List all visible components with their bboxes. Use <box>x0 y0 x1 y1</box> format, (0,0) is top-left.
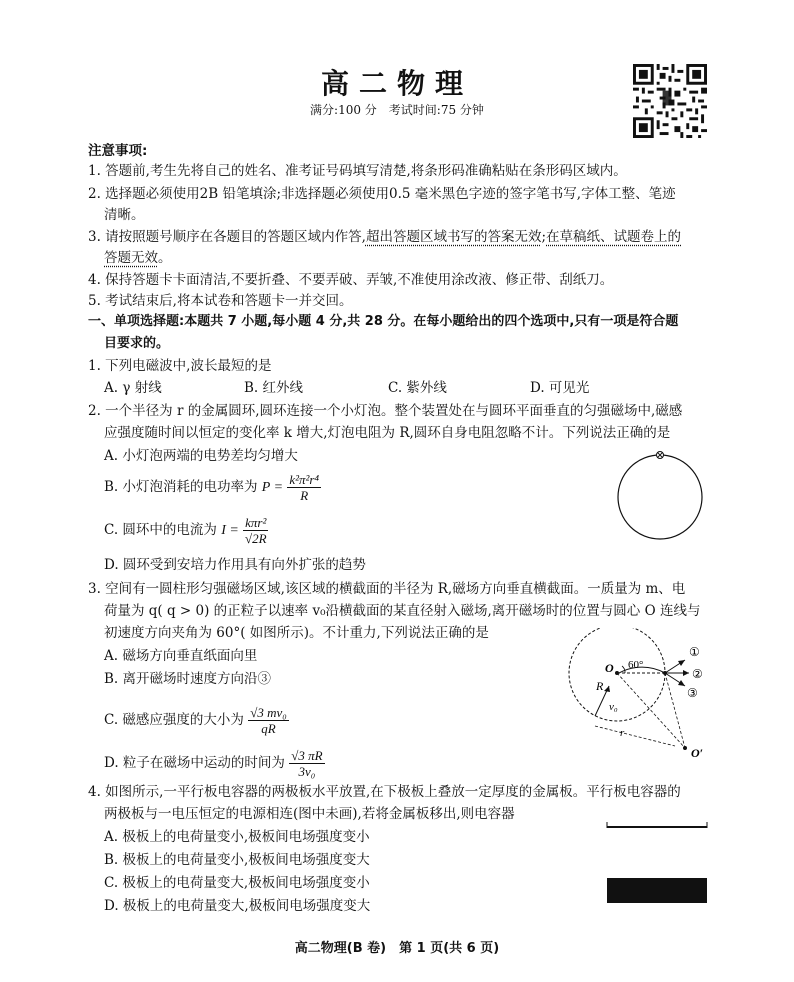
q1-option-a: A. γ 射线 <box>104 380 162 396</box>
lower-plate <box>607 900 707 903</box>
q3-stem-3: 初速度方向夹角为 60°( 如图所示)。不计重力,下列说法正确的是 <box>104 625 489 641</box>
q1-option-c: C. 紫外线 <box>388 380 447 396</box>
note-1: 1. 答题前,考生先将自己的姓名、准考证号码填写清楚,将条形码准确粘贴在条形码区域内。 <box>88 163 627 179</box>
q2-option-b-label: B. 小灯泡消耗的电功率为 <box>104 479 262 495</box>
q2-option-c-numerator: kπr² <box>245 515 267 530</box>
q1-option-b: B. 红外线 <box>244 380 304 396</box>
section-heading: 一、单项选择题:本题共 7 小题,每小题 4 分,共 28 分。在每小题给出的四个选项中,只有一项是符合题 <box>88 314 679 329</box>
q3-option-d-label: D. 粒子在磁场中运动的时间为 <box>104 755 285 771</box>
upper-plate <box>607 826 707 828</box>
note-3-part-1: 3. 请按照题号顺序在各题目的答题区域内作答, <box>88 229 366 245</box>
q3-option-c-denominator: qR <box>261 721 276 736</box>
section-heading-cont: 目要求的。 <box>104 336 170 351</box>
q2-option-b <box>104 472 321 503</box>
q2-option-c-label: C. 圆环中的电流为 <box>104 522 222 538</box>
q3-option-b: B. 离开磁场时速度方向沿③ <box>104 671 272 687</box>
note-3-emphasis-3: 答题无效 <box>104 250 158 266</box>
label-angle: 60° <box>628 659 644 671</box>
q4-stem-2: 两极板与一电压恒定的电源相连(图中未画),若将金属板移出,则电容器 <box>104 806 515 822</box>
note-3-cont <box>104 249 172 267</box>
notes-heading: 注意事项: <box>88 143 148 159</box>
q2-option-b-denominator: R <box>300 488 309 503</box>
q2-option-c-fraction <box>243 515 268 546</box>
q4-option-a: A. 极板上的电荷量变小,极板间电场强度变小 <box>104 829 370 845</box>
note-2-cont: 清晰。 <box>104 207 145 223</box>
label-r-small: r <box>620 727 625 739</box>
q1-stem: 1. 下列电磁波中,波长最短的是 <box>88 358 272 374</box>
q2-option-d: D. 圆环受到安培力作用具有向外扩张的趋势 <box>104 557 366 573</box>
note-4: 4. 保持答题卡卡面清洁,不要折叠、不要弄破、弄皱,不准使用涂改液、修正带、刮纸刀。 <box>88 272 614 288</box>
label-v0: v₀ <box>609 701 618 713</box>
q3-option-c-label: C. 磁感应强度的大小为 <box>104 712 244 728</box>
label-r-big: R <box>596 679 604 693</box>
q3-stem-2: 荷量为 q( q > 0) 的正粒子以速率 v₀沿横截面的某直径射入磁场,离开磁场时的位置与圆心 O 连线与 <box>104 603 701 619</box>
label-direction-3: ③ <box>687 686 698 700</box>
q4-capacitor-figure <box>605 822 710 914</box>
label-o-prime: O′ <box>691 746 704 760</box>
metal-slab <box>607 878 707 900</box>
q2-option-c <box>104 515 268 546</box>
q2-option-b-numerator: k²π²r⁴ <box>289 472 319 487</box>
q2-option-a: A. 小灯泡两端的电势差均匀增大 <box>104 448 298 464</box>
note-5: 5. 考试结束后,将本试卷和答题卡一并交回。 <box>88 293 353 309</box>
exam-info: 满分:100 分 考试时间:75 分钟 <box>310 103 484 117</box>
q4-stem-1: 4. 如图所示,一平行板电容器的两极板水平放置,在下极板上叠放一定厚度的金属板。平行板电容器的 <box>88 784 681 800</box>
q2-option-c-lhs: I = <box>221 523 239 538</box>
q3-option-d-fraction <box>289 748 324 779</box>
label-o: O <box>605 661 614 675</box>
note-3-end: 。 <box>158 250 172 266</box>
q3-option-c-fraction <box>248 705 289 736</box>
note-3-emphasis-1: 超出答题区域书写的答案无效 <box>365 229 542 245</box>
q2-stem-1: 2. 一个半径为 r 的金属圆环,圆环连接一个小灯泡。整个装置处在与圆环平面垂直的匀强磁场中,磁感 <box>88 403 683 419</box>
q1-option-d: D. 可见光 <box>530 380 590 396</box>
note-3 <box>88 228 681 246</box>
q4-option-c: C. 极板上的电荷量变大,极板间电场强度变小 <box>104 875 370 891</box>
q3-option-d-numerator: √3 πR <box>291 748 323 763</box>
q3-magnetic-field-figure <box>565 628 715 768</box>
q2-option-b-lhs: P = <box>261 480 284 495</box>
q3-option-a: A. 磁场方向垂直纸面向里 <box>104 648 258 664</box>
q3-option-d-denominator: 3v₀ <box>298 764 316 779</box>
q3-stem-1: 3. 空间有一圆柱形匀强磁场区域,该区域的横截面的半径为 R,磁场方向垂直横截面。一质量为 m、电 <box>88 581 686 597</box>
page-footer: 高二物理(B 卷) 第 1 页(共 6 页) <box>294 941 500 956</box>
q2-option-b-fraction <box>287 472 321 503</box>
q3-option-c-numerator: √3 mv₀ <box>250 705 287 720</box>
note-2: 2. 选择题必须使用2B 铅笔填涂;非选择题必须使用0.5 毫米黑色字迹的签字笔书写,字体工整、笔迹 <box>88 186 676 202</box>
q2-ring-figure <box>610 445 710 545</box>
page-title: 高二物理 <box>320 67 473 100</box>
q3-option-d <box>104 748 325 779</box>
q4-option-b: B. 极板上的电荷量变小,极板间电场强度变大 <box>104 852 370 868</box>
q2-option-c-denominator: √2R <box>244 531 267 546</box>
note-3-emphasis-2: 在草稿纸、试题卷上的 <box>546 229 682 245</box>
q2-stem-2: 应强度随时间以恒定的变化率 k 增大,灯泡电阻为 R,圆环自身电阻忽略不计。下列说法正确的是 <box>104 425 671 441</box>
qr-code-icon <box>633 64 707 138</box>
note-3-sep: ; <box>541 229 547 245</box>
label-direction-1: ① <box>689 645 700 659</box>
metal-ring <box>618 455 702 539</box>
label-direction-2: ② <box>692 667 703 681</box>
q4-option-d: D. 极板上的电荷量变大,极板间电场强度变大 <box>104 898 371 914</box>
q3-option-c <box>104 705 289 736</box>
